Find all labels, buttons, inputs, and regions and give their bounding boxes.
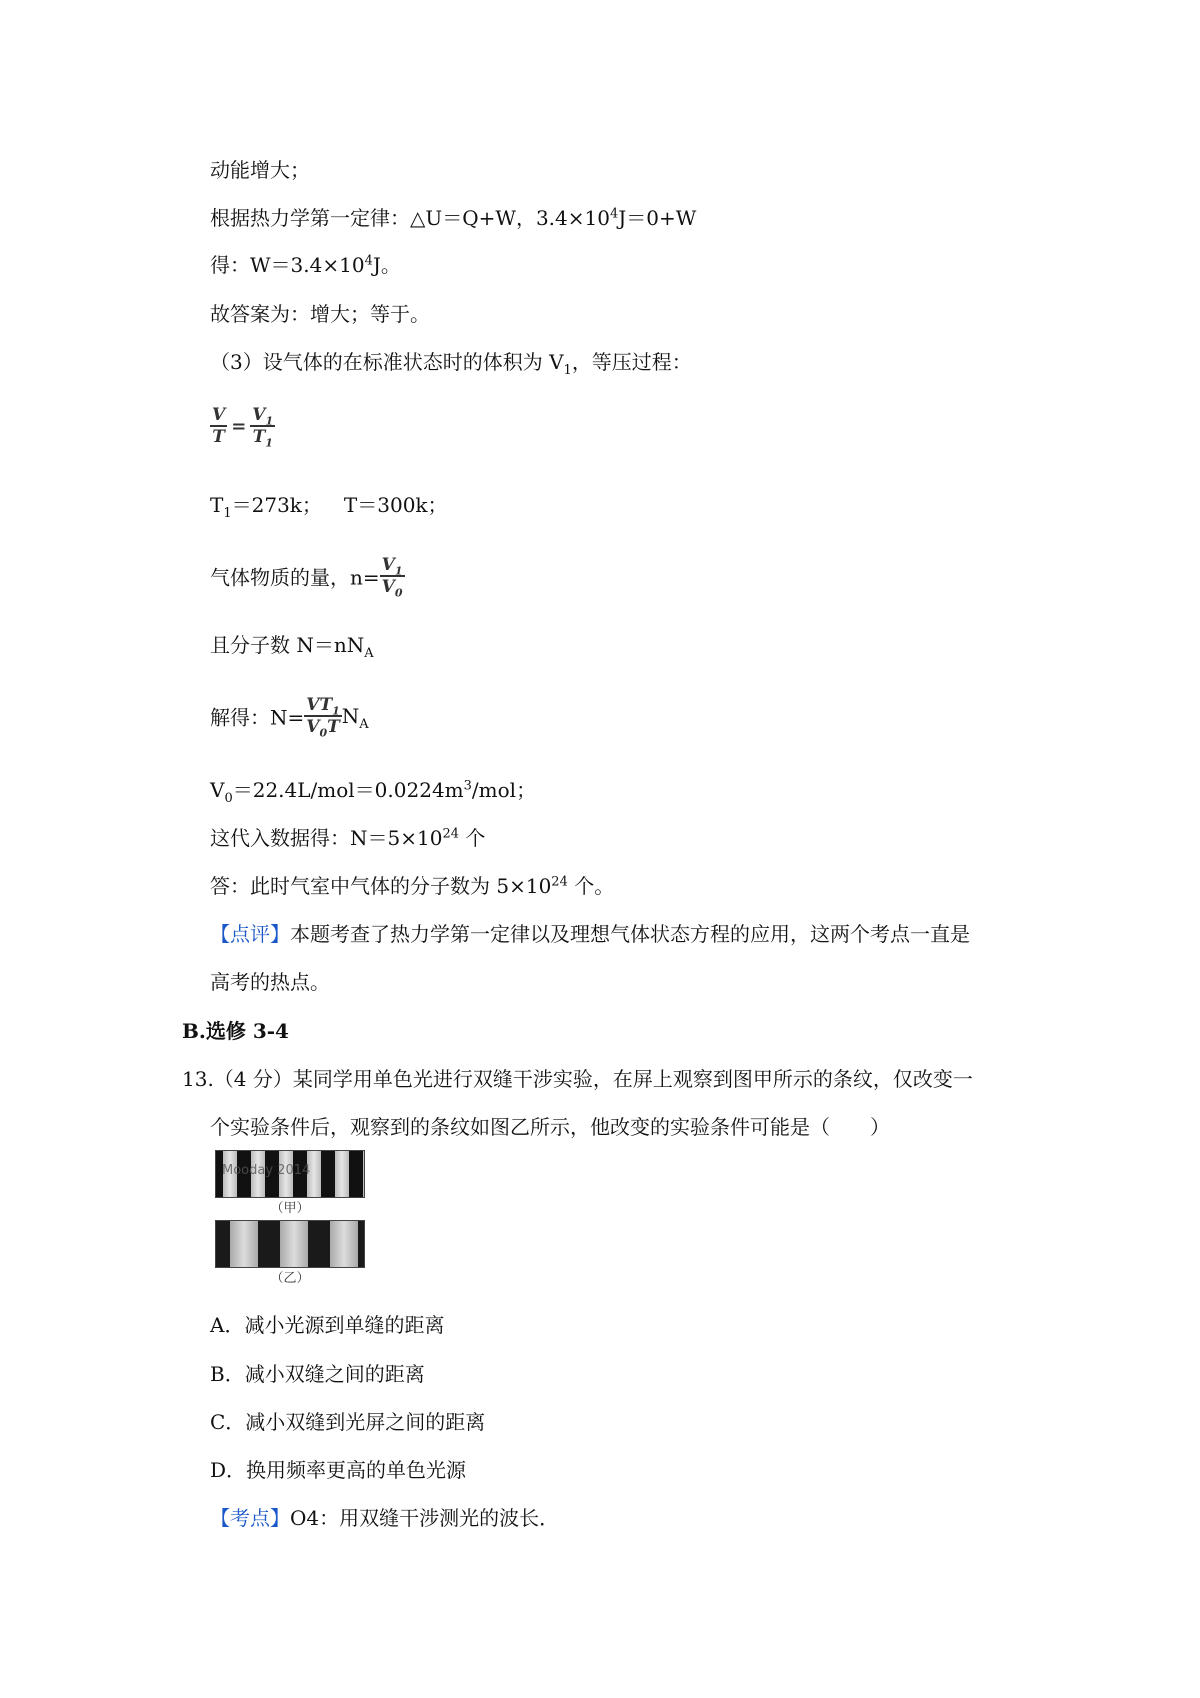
fraction-v1-over-t1: $\frac{V_1}{T_1}$ <box>252 405 274 450</box>
figure-watermark: Mooday 2014 <box>222 1163 311 1178</box>
option-d[interactable]: D．换用频率更高的单色光源 <box>210 1458 467 1482</box>
text-line-kinetic-energy: 动能增大； <box>210 158 310 182</box>
option-b[interactable]: B．减小双缝之间的距离 <box>210 1362 425 1386</box>
fringe-pattern-yi <box>215 1220 365 1268</box>
comment-tag: 【点评】 <box>210 922 290 946</box>
text-line-temperatures: $T_1=273k$； T＝300k； <box>210 493 448 521</box>
comment-line-1: 【点评】本题考查了热力学第一定律以及理想气体状态方程的应用，这两个考点一直是 <box>210 922 970 946</box>
text-line-molar-volume: $V_0=22.4L/mol=0.0224m^3$/mol； <box>210 778 537 806</box>
text-line-work-result: 得：$W=3.4\times 10^4J$。 <box>210 253 401 277</box>
text-line-substitution: 这代入数据得：$N=5\times 10^{24}$ 个 <box>210 826 486 850</box>
text-line-first-law: 根据热力学第一定律：△U＝Q+W，$3.4\times 10^4J=0+W$ <box>210 206 697 230</box>
text-line-final-answer: 答：此时气室中气体的分子数为 $5\times 10^{24}$ 个。 <box>210 874 615 898</box>
comment-line-2: 高考的热点。 <box>210 970 330 994</box>
fraction-v-over-t: $\frac{V}{T}$ <box>212 405 226 447</box>
text-line-answer-summary: 故答案为：增大；等于。 <box>210 302 430 326</box>
fringe-pattern-jia <box>215 1150 365 1198</box>
text-line-part3: （3）设气体的在标准状态时的体积为 $V_1$，等压过程： <box>210 350 692 378</box>
interference-figure <box>215 1150 365 1290</box>
question-line-1: 13.（4 分）某同学用单色光进行双缝干涉实验，在屏上观察到图甲所示的条纹，仅改变一 <box>182 1067 973 1091</box>
kaodian-line: 【考点】O4：用双缝干涉测光的波长． <box>210 1506 560 1530</box>
fraction-v1-over-v0: $\frac{V_1}{V_0}$ <box>381 555 403 600</box>
question-line-2: 个实验条件后，观察到的条纹如图乙所示，他改变的实验条件可能是（ ） <box>210 1115 890 1139</box>
figure-label-jia: （甲） <box>270 1201 310 1216</box>
option-c[interactable]: C．减小双缝到光屏之间的距离 <box>210 1410 486 1434</box>
text-line-solution: 解得：N= $\frac{VT_1}{V_0T}$ $N_A$ <box>210 695 369 740</box>
section-heading: B.选修 3-4 <box>182 1019 289 1043</box>
equation-isobaric <box>210 405 275 450</box>
text-line-amount-of-substance: 气体物质的量，n= $\frac{V_1}{V_0}$ <box>210 555 403 600</box>
fraction-vt1-over-v0t: $\frac{VT_1}{V_0T}$ <box>306 695 340 740</box>
option-a[interactable]: A．减小光源到单缝的距离 <box>210 1313 445 1337</box>
figure-label-yi: （乙） <box>270 1271 310 1286</box>
text-line-molecule-count: 且分子数 $N=nN_A$ <box>210 633 374 661</box>
kaodian-tag: 【考点】 <box>210 1506 290 1530</box>
equals-sign: = <box>231 415 247 437</box>
